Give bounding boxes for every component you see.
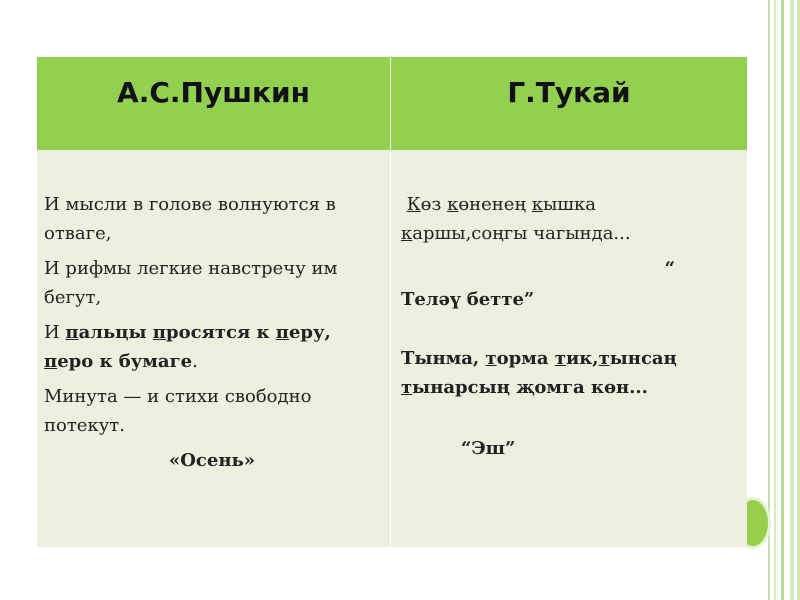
poem-text: ышка	[542, 194, 597, 215]
poem-text: еру,	[288, 322, 331, 343]
poem-text: И	[44, 322, 66, 343]
poem-text: ынсаң	[609, 348, 677, 369]
poem-text: И рифмы легкие навстречу им	[44, 258, 338, 279]
poem-bold-line	[401, 344, 737, 373]
poem-text: аршы,соңгы чагында...	[412, 223, 631, 244]
open-quote: “	[664, 258, 675, 279]
comparison-table	[37, 57, 747, 547]
poem-stanza-line	[44, 190, 380, 248]
poem-title-esh: “Эш”	[461, 438, 516, 459]
poem-stanza-line	[44, 382, 380, 440]
underlined-letter: т	[598, 348, 610, 369]
underlined-letter: к	[531, 194, 543, 215]
poem-text: ик,	[565, 348, 599, 369]
underlined-letter: т	[554, 348, 566, 369]
slide-edge-decoration	[760, 0, 800, 600]
poem-line	[401, 190, 737, 219]
decor-stripe	[774, 0, 776, 600]
pushkin-poem-cell	[37, 150, 390, 547]
poem-text: орма	[496, 348, 555, 369]
poem-text: Минута — и стихи свободно	[44, 386, 312, 407]
underlined-letter: т	[401, 377, 413, 398]
poem-text: ынарсың җомга көн...	[412, 377, 648, 398]
poem-bold-phrase	[44, 351, 192, 372]
poem-text: .	[192, 351, 198, 372]
poem-text: өз	[420, 194, 448, 215]
poem-text: отваге,	[44, 223, 112, 244]
poem-title-osen: «Осень»	[169, 450, 255, 471]
underlined-letter: к	[401, 223, 413, 244]
decor-stripe	[781, 0, 784, 600]
poem-text: Тынма,	[401, 348, 486, 369]
header-tukay: Г.Тукай	[391, 57, 747, 150]
underlined-letter: п	[65, 322, 79, 343]
underlined-letter: п	[44, 351, 58, 372]
underlined-letter: п	[275, 322, 289, 343]
poem-text: И мысли в голове волнуются в	[44, 194, 336, 215]
underlined-letter: п	[152, 322, 166, 343]
header-pushkin: А.С.Пушкин	[37, 57, 390, 150]
poem-text: еро к бумаге	[57, 351, 193, 372]
poem-text: потекут.	[44, 415, 125, 436]
poem-line	[401, 219, 737, 248]
poem-bold-line	[401, 373, 737, 402]
poem-text: өненең	[458, 194, 532, 215]
poem-stanza-line	[44, 254, 380, 312]
poem-title-telau: Теләү бетте”	[401, 289, 535, 310]
decor-stripe	[768, 0, 770, 600]
tukay-poem-cell	[391, 150, 747, 547]
underlined-letter: К	[406, 194, 421, 215]
underlined-letter: т	[485, 348, 497, 369]
poem-bold-phrase	[65, 322, 330, 343]
underlined-letter: к	[447, 194, 459, 215]
poem-text: бегут,	[44, 287, 102, 308]
poem-stanza-line	[44, 318, 380, 376]
decor-stripe	[790, 0, 794, 600]
poem-text: альцы	[78, 322, 153, 343]
poem-text: росятся к	[165, 322, 276, 343]
